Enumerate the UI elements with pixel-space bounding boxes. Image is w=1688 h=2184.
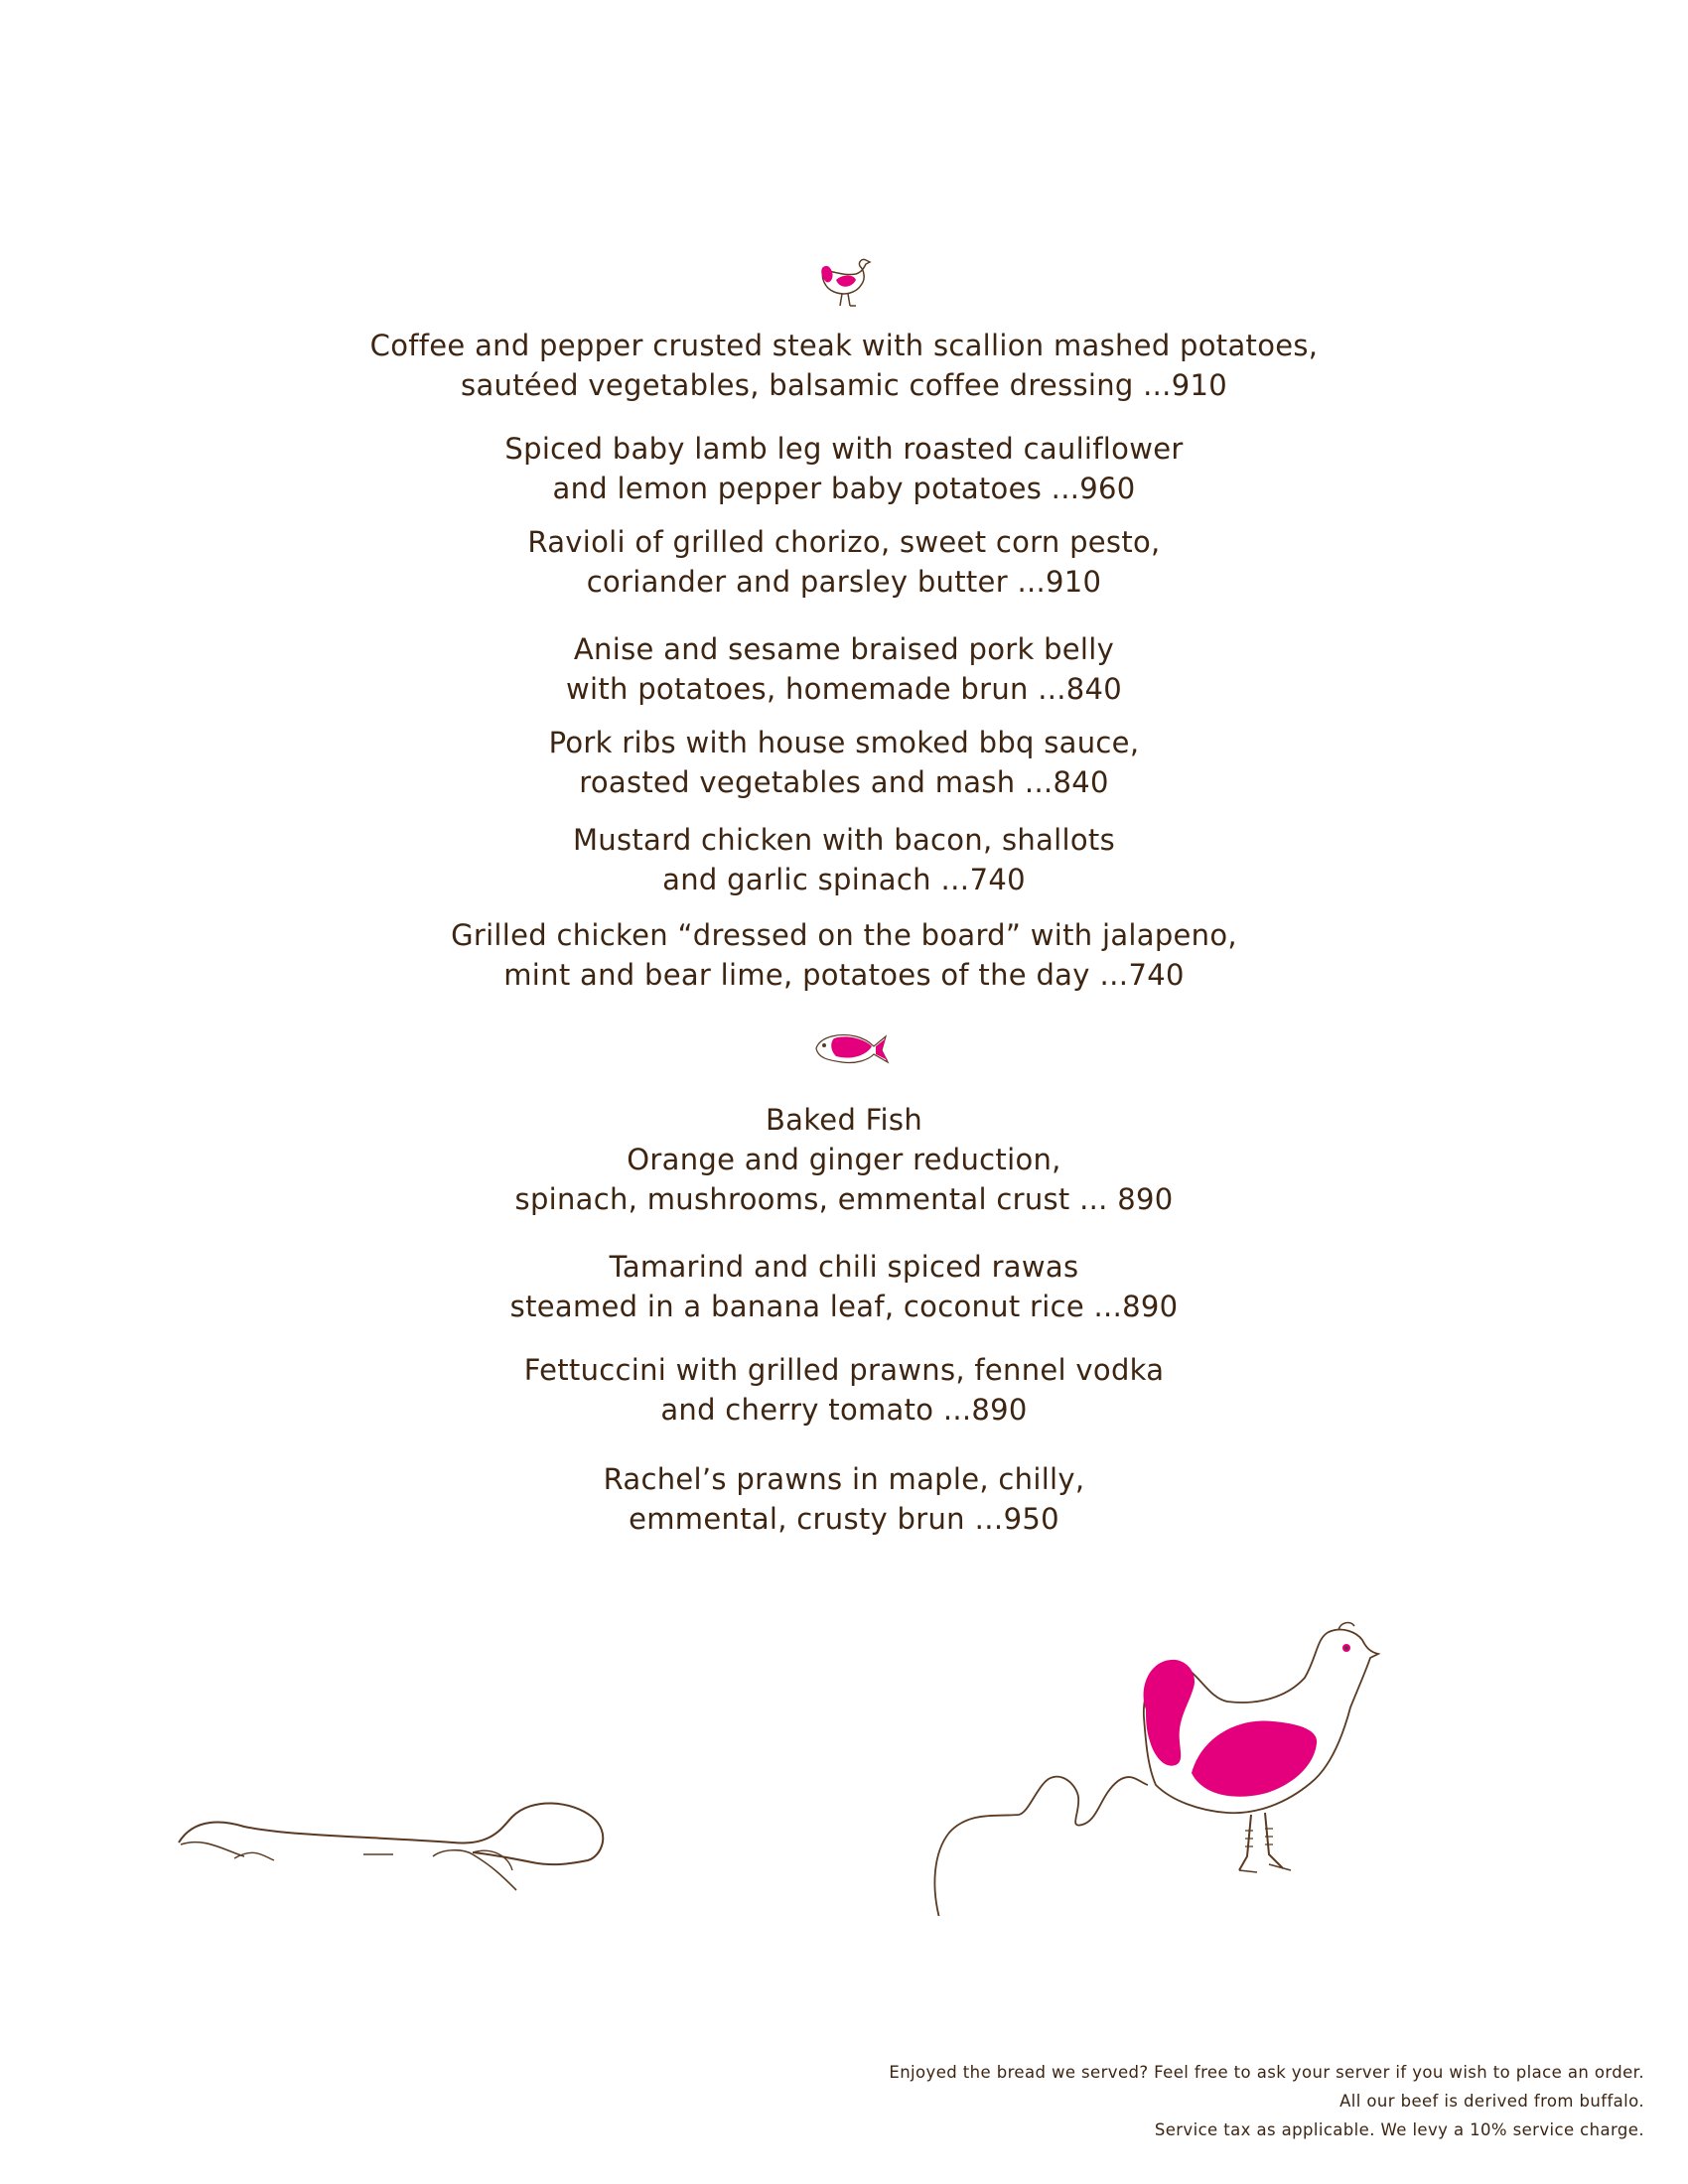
menu-item (0, 1247, 1688, 1326)
item-line: roasted vegetables and mash ...840 (579, 765, 1109, 799)
item-line: and cherry tomato ...890 (660, 1393, 1028, 1427)
item-line: with potatoes, homemade brun ...840 (565, 672, 1123, 706)
item-line: Coffee and pepper crusted steak with scallion mashed potatoes, (369, 329, 1319, 362)
footer-line: All our beef is derived from buffalo. (1339, 2092, 1644, 2111)
fish-icon (810, 1028, 890, 1070)
item-line: Spiced baby lamb leg with roasted cauliflower (504, 432, 1184, 466)
footer-line: Enjoyed the bread we served? Feel free to ask your server if you wish to place an order. (889, 2063, 1644, 2082)
menu-item (0, 723, 1688, 802)
item-line: sautéed vegetables, balsamic coffee dressing ...910 (461, 368, 1227, 402)
item-line: and garlic spinach …740 (662, 863, 1026, 896)
item-line: Orange and ginger reduction, (627, 1143, 1061, 1176)
item-line: Grilled chicken “dressed on the board” with jalapeno, (451, 918, 1237, 952)
hen-icon (816, 254, 876, 310)
menu-item (0, 326, 1688, 405)
item-line: spinach, mushrooms, emmental crust ... 890 (514, 1182, 1174, 1216)
hen-illustration (929, 1618, 1396, 1916)
item-line: and lemon pepper baby potatoes ...960 (552, 472, 1136, 505)
menu-item (0, 429, 1688, 508)
item-line: Rachel’s prawns in maple, chilly, (603, 1462, 1085, 1496)
item-line: Pork ribs with house smoked bbq sauce, (548, 726, 1140, 759)
item-line: Fettuccini with grilled prawns, fennel vodka (523, 1353, 1165, 1387)
menu-item (0, 522, 1688, 602)
item-line: mint and bear lime, potatoes of the day …740 (503, 958, 1185, 992)
footer-notes (889, 2058, 1644, 2144)
menu-item (0, 629, 1688, 709)
item-line: Baked Fish (765, 1103, 922, 1137)
item-line: Anise and sesame braised pork belly (573, 632, 1115, 666)
item-line: emmental, crusty brun …950 (629, 1502, 1059, 1536)
item-line: Tamarind and chili spiced rawas (609, 1250, 1079, 1284)
menu-item (0, 1100, 1688, 1219)
spoon-icon (175, 1787, 612, 1896)
menu-item (0, 820, 1688, 899)
menu-item (0, 915, 1688, 995)
item-line: Mustard chicken with bacon, shallots (572, 823, 1116, 857)
footer-line: Service tax as applicable. We levy a 10% service charge. (1154, 2120, 1644, 2139)
item-line: steamed in a banana leaf, coconut rice ...890 (509, 1290, 1179, 1323)
item-line: Ravioli of grilled chorizo, sweet corn pesto, (527, 525, 1161, 559)
menu-item (0, 1350, 1688, 1430)
menu-item (0, 1459, 1688, 1539)
item-line: coriander and parsley butter ...910 (586, 565, 1102, 599)
